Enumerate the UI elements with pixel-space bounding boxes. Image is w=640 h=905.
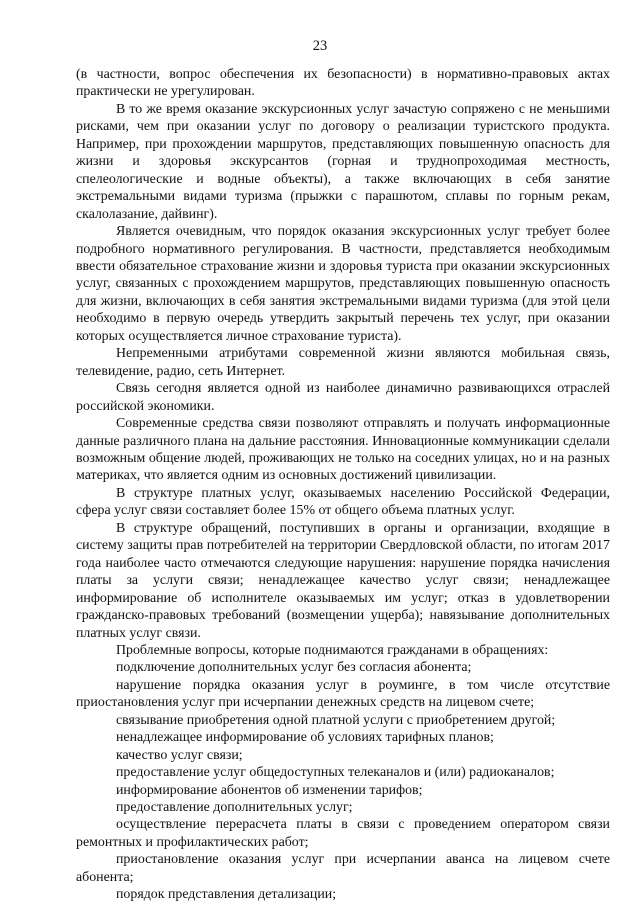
- paragraph: Проблемные вопросы, которые поднимаются гражданами в обращениях:: [116, 642, 549, 658]
- list-item: подключение дополнительных услуг без согласия абонента;: [116, 660, 472, 676]
- paragraph: (в частности, вопрос обеспечения их безопасности) в нормативно-правовых актах практически не урегулирован.: [76, 67, 610, 100]
- page-number: 23: [312, 38, 328, 54]
- paragraph: Современные средства связи позволяют отправлять и получать информационные данные различного плана на дальние расстояния. Инновационные коммуникации сделали возможным общение людей, проживающих не только на соседних улицах, но и на разных материках, что является одним из основных достижений цивилизации.: [76, 416, 610, 484]
- list-item: порядок представления детализации;: [116, 887, 337, 903]
- list-item: связывание приобретения одной платной услуги с приобретением другой;: [116, 712, 556, 728]
- list-item: приостановление оказания услуг при исчерпании аванса на лицевом счете абонента;: [76, 852, 610, 885]
- list-item: качество услуг связи;: [116, 747, 243, 763]
- paragraph: В структуре платных услуг, оказываемых населению Российской Федерации, сфера услуг связи составляет более 15% от общего объема платных услуг.: [76, 485, 610, 519]
- paragraph: Непременными атрибутами современной жизни являются мобильная связь, телевидение, радио, сеть Интернет.: [76, 346, 610, 379]
- paragraph: Связь сегодня является одной из наиболее динамично развивающихся отраслей российской экономики.: [76, 381, 610, 414]
- list-item: информирование абонентов об изменении тарифов;: [116, 782, 423, 798]
- paragraph: В структуре обращений, поступивших в органы и организации, входящие в систему защиты прав потребителей на территории Свердловской области, по итогам 2017 года наиболее часто отмечаются следующие нарушения: нарушение порядка начисления платы за услуги связи; ненадлежащее качество услуг связи; ненадлежащее информирование об исполнителе оказываемых им услуг; отказ в удовлетворении гражданско-правовых требований (возмещении ущерба); навязывание дополнительных платных услуг связи.: [76, 520, 610, 641]
- list-item: нарушение порядка оказания услуг в роуминге, в том числе отсутствие приостановления услуг при исчерпании денежных средств на лицевом счете;: [76, 677, 610, 711]
- list-item: ненадлежащее информирование об условиях тарифных планов;: [116, 730, 494, 746]
- list-item: предоставление услуг общедоступных телеканалов и (или) радиоканалов;: [116, 765, 555, 781]
- paragraph: В то же время оказание экскурсионных услуг зачастую сопряжено с не меньшими рисками, чем при оказании услуг по договору о реализации туристского продукта. Например, при прохождении маршрутов, представляющих повышенную опасность для жизни и здоровья экскурсантов (горная и труднопроходимая местность, спелеологические и водные объекты), а также включающих в себя занятие экстремальными видами туризма (прыжки с парашютом, сплавы по горным рекам, скалолазание, дайвинг).: [76, 101, 610, 222]
- list-item: осуществление перерасчета платы в связи с проведением оператором связи ремонтных и профилактических работ;: [76, 817, 610, 850]
- list-item: предоставление дополнительных услуг;: [116, 800, 353, 816]
- body-text: [76, 66, 610, 904]
- paragraph: Является очевидным, что порядок оказания экскурсионных услуг требует более подробного нормативного регулирования. В частности, представляется необходимым ввести обязательное страхование жизни и здоровья туриста при оказании экскурсионных услуг, связанных с прохождением маршрутов, представляющих повышенную опасность для жизни, включающих в себя занятия экстремальными видами туризма (для этой цели необходимо в первую очередь утвердить закрытый перечень тех услуг, при оказании которых осуществляется личное страхование туриста).: [76, 224, 610, 344]
